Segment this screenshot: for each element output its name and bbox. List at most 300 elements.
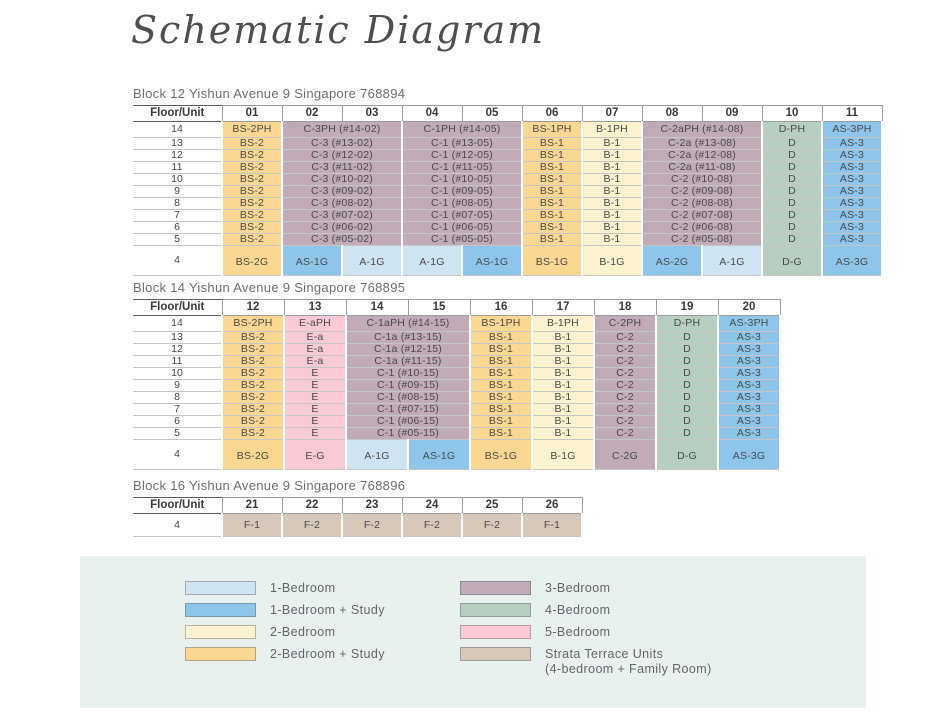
unit-header-cell: 15	[408, 300, 470, 316]
floor-cell: 12	[133, 150, 222, 162]
unit-cell: B-1	[582, 234, 642, 246]
unit-header-cell: 02	[282, 106, 342, 122]
unit-header-cell: 23	[342, 498, 402, 514]
unit-cell: C-2aPH (#14-08)	[642, 122, 762, 138]
legend-swatch	[460, 581, 531, 595]
unit-header-cell: 07	[582, 106, 642, 122]
floor-cell: 8	[133, 392, 222, 404]
unit-cell: BS-2	[222, 234, 282, 246]
unit-cell: BS-1	[470, 344, 532, 356]
unit-cell: AS-3	[822, 186, 882, 198]
unit-cell: BS-2	[222, 416, 284, 428]
unit-cell: AS-3	[822, 198, 882, 210]
table-row	[133, 380, 780, 392]
unit-cell: AS-3	[822, 234, 882, 246]
unit-cell: BS-1	[522, 150, 582, 162]
unit-cell: BS-1	[522, 234, 582, 246]
floor-cell: 7	[133, 404, 222, 416]
floor-cell: 13	[133, 138, 222, 150]
unit-cell: C-1 (#10-15)	[346, 368, 470, 380]
unit-cell: D	[656, 332, 718, 344]
legend-label: 5-Bedroom	[545, 625, 611, 639]
legend-swatch	[460, 647, 531, 661]
unit-cell: C-2	[594, 380, 656, 392]
unit-cell: B-1	[582, 162, 642, 174]
unit-cell: C-2a (#13-08)	[642, 138, 762, 150]
unit-cell: AS-1G	[408, 440, 470, 470]
unit-cell: BS-1	[470, 356, 532, 368]
unit-cell: C-1 (#05-15)	[346, 428, 470, 440]
unit-cell: C-1 (#11-05)	[402, 162, 522, 174]
unit-cell: C-2PH	[594, 316, 656, 332]
unit-cell: C-2 (#06-08)	[642, 222, 762, 234]
unit-cell: BS-1	[522, 186, 582, 198]
legend-column-right	[460, 581, 712, 684]
unit-cell: B-1	[532, 380, 594, 392]
unit-cell: AS-3	[718, 344, 780, 356]
unit-cell: D	[656, 392, 718, 404]
unit-cell: C-1 (#05-05)	[402, 234, 522, 246]
unit-cell: AS-3PH	[822, 122, 882, 138]
unit-header-cell: 14	[346, 300, 408, 316]
unit-cell: C-3 (#11-02)	[282, 162, 402, 174]
unit-cell: E	[284, 368, 346, 380]
floor-cell: 11	[133, 356, 222, 368]
unit-cell: C-2a (#12-08)	[642, 150, 762, 162]
floor-cell: 9	[133, 186, 222, 198]
unit-cell: BS-1PH	[470, 316, 532, 332]
unit-cell: AS-3G	[718, 440, 780, 470]
unit-cell: AS-3	[718, 380, 780, 392]
unit-cell: C-2	[594, 428, 656, 440]
floor-cell: 10	[133, 368, 222, 380]
unit-cell: AS-3	[718, 416, 780, 428]
unit-cell: B-1	[532, 368, 594, 380]
legend-swatch	[185, 647, 256, 661]
unit-cell: F-2	[342, 514, 402, 537]
unit-cell: C-3 (#07-02)	[282, 210, 402, 222]
legend-label: 1-Bedroom	[270, 581, 336, 595]
unit-cell: B-1	[532, 416, 594, 428]
unit-cell: C-1 (#13-05)	[402, 138, 522, 150]
unit-cell: C-1 (#08-15)	[346, 392, 470, 404]
unit-cell: C-1aPH (#14-15)	[346, 316, 470, 332]
unit-header-cell: 24	[402, 498, 462, 514]
unit-cell: AS-1G	[282, 246, 342, 276]
unit-cell: BS-1	[470, 380, 532, 392]
unit-cell: BS-2	[222, 210, 282, 222]
unit-cell: AS-3	[718, 332, 780, 344]
table-row	[133, 186, 882, 198]
unit-cell: D	[762, 186, 822, 198]
legend-panel	[80, 556, 866, 708]
unit-cell: B-1	[582, 222, 642, 234]
unit-cell: BS-2	[222, 138, 282, 150]
unit-cell: E-a	[284, 344, 346, 356]
floor-cell: 14	[133, 122, 222, 138]
legend-item	[460, 625, 712, 640]
floor-unit-table	[133, 497, 583, 537]
unit-cell: C-1 (#06-05)	[402, 222, 522, 234]
unit-header-cell: 17	[532, 300, 594, 316]
legend-item	[185, 603, 385, 618]
unit-cell: D	[762, 234, 822, 246]
floor-cell: 12	[133, 344, 222, 356]
table-header-row	[133, 498, 582, 514]
table-row	[133, 150, 882, 162]
unit-cell: BS-2	[222, 344, 284, 356]
unit-cell: BS-2	[222, 186, 282, 198]
table-header-row	[133, 106, 882, 122]
unit-cell: E	[284, 416, 346, 428]
unit-cell: A-1G	[402, 246, 462, 276]
legend-swatch	[460, 625, 531, 639]
floor-unit-header-cell: Floor/Unit	[133, 300, 222, 316]
unit-cell: C-3PH (#14-02)	[282, 122, 402, 138]
unit-cell: AS-3	[718, 428, 780, 440]
unit-cell: AS-3	[822, 210, 882, 222]
unit-cell: B-1	[582, 138, 642, 150]
unit-cell: E-a	[284, 332, 346, 344]
block-label: Block 16 Yishun Avenue 9 Singapore 768896	[133, 478, 406, 493]
table-row	[133, 404, 780, 416]
unit-cell: C-2	[594, 404, 656, 416]
floor-cell: 4	[133, 246, 222, 276]
unit-cell: B-1G	[582, 246, 642, 276]
unit-header-cell: 11	[822, 106, 882, 122]
table-row	[133, 174, 882, 186]
unit-cell: BS-1G	[522, 246, 582, 276]
unit-header-cell: 22	[282, 498, 342, 514]
unit-cell: BS-1	[522, 198, 582, 210]
table-row	[133, 416, 780, 428]
floor-unit-header-cell: Floor/Unit	[133, 498, 222, 514]
unit-cell: C-3 (#08-02)	[282, 198, 402, 210]
unit-cell: C-3 (#05-02)	[282, 234, 402, 246]
unit-cell: AS-3	[822, 162, 882, 174]
unit-cell: C-1 (#07-05)	[402, 210, 522, 222]
unit-cell: C-3 (#13-02)	[282, 138, 402, 150]
unit-cell: BS-2	[222, 332, 284, 344]
unit-header-cell: 06	[522, 106, 582, 122]
unit-cell: AS-3	[822, 222, 882, 234]
unit-cell: C-1 (#08-05)	[402, 198, 522, 210]
unit-cell: C-2	[594, 344, 656, 356]
unit-cell: BS-2G	[222, 440, 284, 470]
unit-cell: D	[762, 210, 822, 222]
unit-cell: C-1PH (#14-05)	[402, 122, 522, 138]
unit-header-cell: 20	[718, 300, 780, 316]
unit-cell: C-3 (#09-02)	[282, 186, 402, 198]
unit-cell: C-2 (#08-08)	[642, 198, 762, 210]
unit-cell: E-a	[284, 356, 346, 368]
unit-cell: C-1a (#11-15)	[346, 356, 470, 368]
legend-item	[185, 581, 385, 596]
unit-cell: B-1	[532, 356, 594, 368]
unit-cell: F-2	[282, 514, 342, 537]
unit-cell: BS-2	[222, 356, 284, 368]
unit-cell: BS-1	[522, 222, 582, 234]
unit-cell: BS-2	[222, 368, 284, 380]
unit-cell: AS-1G	[462, 246, 522, 276]
unit-cell: BS-1	[470, 416, 532, 428]
table-row	[133, 392, 780, 404]
unit-header-cell: 19	[656, 300, 718, 316]
unit-cell: D	[762, 222, 822, 234]
unit-cell: C-1 (#10-05)	[402, 174, 522, 186]
unit-cell: D-PH	[656, 316, 718, 332]
unit-cell: C-2a (#11-08)	[642, 162, 762, 174]
table-row	[133, 368, 780, 380]
unit-cell: C-2 (#10-08)	[642, 174, 762, 186]
unit-header-cell: 18	[594, 300, 656, 316]
legend-item	[185, 647, 385, 662]
table-row	[133, 234, 882, 246]
unit-cell: B-1	[582, 210, 642, 222]
unit-cell: C-1 (#12-05)	[402, 150, 522, 162]
table-row	[133, 514, 582, 537]
unit-cell: AS-3	[822, 150, 882, 162]
unit-cell: A-1G	[342, 246, 402, 276]
unit-cell: A-1G	[346, 440, 408, 470]
floor-unit-header-cell: Floor/Unit	[133, 106, 222, 122]
unit-cell: F-1	[222, 514, 282, 537]
legend-label: Strata Terrace Units (4-bedroom + Family Room)	[545, 647, 712, 676]
table-row	[133, 356, 780, 368]
unit-cell: BS-1	[522, 174, 582, 186]
legend-swatch	[460, 603, 531, 617]
unit-cell: BS-1	[522, 210, 582, 222]
unit-cell: E	[284, 392, 346, 404]
table-row	[133, 162, 882, 174]
floor-cell: 7	[133, 210, 222, 222]
unit-cell: BS-2	[222, 392, 284, 404]
unit-cell: C-2 (#07-08)	[642, 210, 762, 222]
unit-cell: B-1G	[532, 440, 594, 470]
table-row	[133, 332, 780, 344]
unit-cell: B-1	[532, 332, 594, 344]
unit-header-cell: 03	[342, 106, 402, 122]
unit-cell: C-2 (#09-08)	[642, 186, 762, 198]
unit-cell: D-G	[656, 440, 718, 470]
unit-cell: AS-3	[718, 392, 780, 404]
floor-cell: 5	[133, 428, 222, 440]
unit-cell: E	[284, 404, 346, 416]
floor-cell: 6	[133, 222, 222, 234]
unit-cell: C-1 (#07-15)	[346, 404, 470, 416]
floor-cell: 5	[133, 234, 222, 246]
unit-header-cell: 10	[762, 106, 822, 122]
unit-cell: BS-2	[222, 404, 284, 416]
unit-header-cell: 04	[402, 106, 462, 122]
legend-label: 3-Bedroom	[545, 581, 611, 595]
unit-cell: C-2	[594, 368, 656, 380]
floor-unit-table	[133, 105, 883, 276]
floor-cell: 4	[133, 514, 222, 537]
unit-header-cell: 12	[222, 300, 284, 316]
unit-cell: BS-2G	[222, 246, 282, 276]
unit-cell: AS-3G	[822, 246, 882, 276]
unit-cell: C-1a (#13-15)	[346, 332, 470, 344]
table-row	[133, 440, 780, 470]
unit-cell: D	[656, 416, 718, 428]
floor-cell: 8	[133, 198, 222, 210]
unit-cell: B-1PH	[582, 122, 642, 138]
unit-cell: BS-2	[222, 198, 282, 210]
legend-swatch	[185, 603, 256, 617]
unit-cell: C-1 (#09-15)	[346, 380, 470, 392]
unit-cell: BS-2PH	[222, 316, 284, 332]
unit-cell: BS-1	[470, 392, 532, 404]
floor-cell: 11	[133, 162, 222, 174]
unit-cell: C-2	[594, 416, 656, 428]
unit-cell: D	[656, 344, 718, 356]
unit-cell: BS-1	[470, 404, 532, 416]
table-row	[133, 122, 882, 138]
unit-cell: C-2G	[594, 440, 656, 470]
unit-cell: D	[762, 174, 822, 186]
unit-cell: BS-1PH	[522, 122, 582, 138]
floor-cell: 4	[133, 440, 222, 470]
unit-cell: A-1G	[702, 246, 762, 276]
unit-header-cell: 25	[462, 498, 522, 514]
unit-cell: AS-2G	[642, 246, 702, 276]
unit-cell: D	[656, 404, 718, 416]
unit-cell: B-1	[582, 198, 642, 210]
block-section	[133, 280, 781, 470]
unit-cell: BS-2	[222, 174, 282, 186]
unit-cell: C-3 (#10-02)	[282, 174, 402, 186]
unit-cell: C-3 (#06-02)	[282, 222, 402, 234]
unit-cell: C-1 (#06-15)	[346, 416, 470, 428]
floor-cell: 14	[133, 316, 222, 332]
block-section	[133, 478, 583, 537]
table-row	[133, 316, 780, 332]
unit-cell: E	[284, 380, 346, 392]
table-row	[133, 198, 882, 210]
legend-label: 2-Bedroom	[270, 625, 336, 639]
unit-cell: E-aPH	[284, 316, 346, 332]
unit-cell: D-PH	[762, 122, 822, 138]
unit-cell: C-3 (#12-02)	[282, 150, 402, 162]
unit-cell: AS-3	[822, 174, 882, 186]
table-header-row	[133, 300, 780, 316]
unit-cell: BS-1	[470, 332, 532, 344]
table-row	[133, 344, 780, 356]
floor-unit-table	[133, 299, 781, 470]
unit-header-cell: 01	[222, 106, 282, 122]
block-section	[133, 86, 883, 276]
unit-cell: B-1PH	[532, 316, 594, 332]
unit-cell: D	[656, 368, 718, 380]
legend-swatch	[185, 581, 256, 595]
unit-cell: E	[284, 428, 346, 440]
unit-cell: D	[656, 380, 718, 392]
unit-cell: B-1	[582, 150, 642, 162]
unit-header-cell: 16	[470, 300, 532, 316]
block-label: Block 12 Yishun Avenue 9 Singapore 768894	[133, 86, 406, 101]
unit-cell: B-1	[532, 404, 594, 416]
unit-header-cell: 05	[462, 106, 522, 122]
unit-cell: D	[762, 198, 822, 210]
floor-cell: 6	[133, 416, 222, 428]
block-label: Block 14 Yishun Avenue 9 Singapore 768895	[133, 280, 406, 295]
legend-item	[460, 647, 712, 677]
table-row	[133, 210, 882, 222]
unit-cell: D	[762, 150, 822, 162]
table-row	[133, 246, 882, 276]
unit-cell: BS-2	[222, 222, 282, 234]
floor-cell: 9	[133, 380, 222, 392]
legend-item	[460, 581, 712, 596]
page-title: Schematic Diagram	[131, 8, 546, 52]
unit-cell: C-2	[594, 392, 656, 404]
unit-cell: D	[762, 138, 822, 150]
unit-cell: BS-1	[522, 138, 582, 150]
unit-header-cell: 26	[522, 498, 582, 514]
legend-item	[460, 603, 712, 618]
unit-cell: B-1	[532, 428, 594, 440]
table-row	[133, 222, 882, 234]
unit-cell: F-1	[522, 514, 582, 537]
legend-column-left	[185, 581, 385, 669]
unit-cell: AS-3	[718, 368, 780, 380]
unit-cell: D	[762, 162, 822, 174]
unit-cell: AS-3PH	[718, 316, 780, 332]
unit-header-cell: 08	[642, 106, 702, 122]
legend-swatch	[185, 625, 256, 639]
unit-header-cell: 13	[284, 300, 346, 316]
unit-cell: D	[656, 356, 718, 368]
unit-cell: D	[656, 428, 718, 440]
unit-cell: B-1	[582, 186, 642, 198]
unit-cell: F-2	[462, 514, 522, 537]
legend-label: 4-Bedroom	[545, 603, 611, 617]
unit-cell: BS-2	[222, 150, 282, 162]
unit-cell: BS-1	[522, 162, 582, 174]
unit-cell: AS-3	[718, 404, 780, 416]
unit-cell: BS-1	[470, 428, 532, 440]
table-row	[133, 138, 882, 150]
floor-cell: 13	[133, 332, 222, 344]
unit-cell: BS-1	[470, 368, 532, 380]
unit-cell: C-1 (#09-05)	[402, 186, 522, 198]
unit-cell: AS-3	[718, 356, 780, 368]
unit-cell: BS-2PH	[222, 122, 282, 138]
unit-cell: B-1	[582, 174, 642, 186]
unit-cell: BS-2	[222, 428, 284, 440]
unit-cell: BS-1G	[470, 440, 532, 470]
unit-cell: C-2	[594, 356, 656, 368]
unit-cell: F-2	[402, 514, 462, 537]
legend-label: 2-Bedroom + Study	[270, 647, 385, 661]
legend-label: 1-Bedroom + Study	[270, 603, 385, 617]
legend-item	[185, 625, 385, 640]
unit-cell: BS-2	[222, 162, 282, 174]
unit-cell: B-1	[532, 344, 594, 356]
unit-cell: C-2	[594, 332, 656, 344]
unit-cell: D-G	[762, 246, 822, 276]
unit-cell: AS-3	[822, 138, 882, 150]
unit-header-cell: 21	[222, 498, 282, 514]
unit-cell: E-G	[284, 440, 346, 470]
unit-cell: BS-2	[222, 380, 284, 392]
unit-cell: C-2 (#05-08)	[642, 234, 762, 246]
table-row	[133, 428, 780, 440]
unit-cell: B-1	[532, 392, 594, 404]
unit-header-cell: 09	[702, 106, 762, 122]
unit-cell: C-1a (#12-15)	[346, 344, 470, 356]
